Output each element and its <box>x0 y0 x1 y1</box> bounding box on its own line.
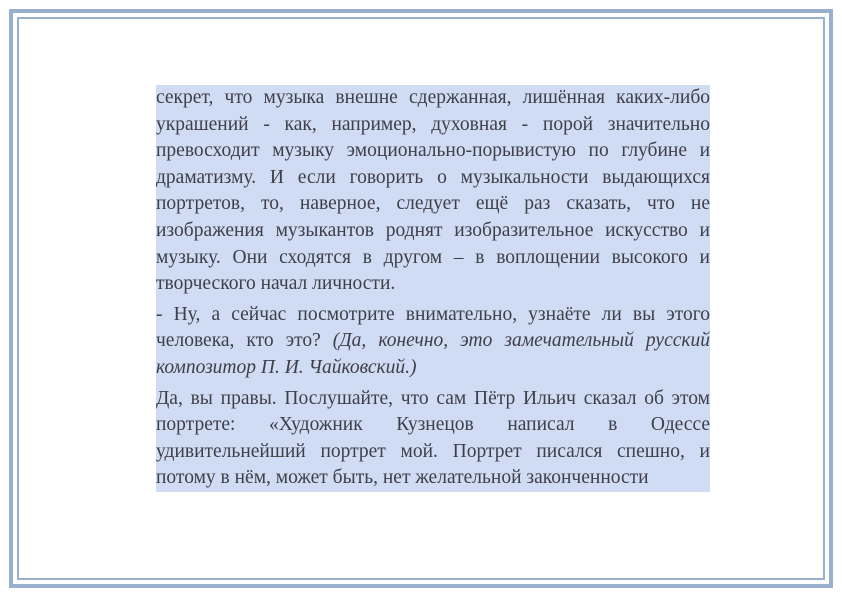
question-text: - Ну, а сейчас посмотрите внимательно, узнаёте ли вы этого человека, кто это? <box>156 303 710 352</box>
paragraph-portraits-musicality: секрет, что музыка внешне сдержанная, лишённая каких-либо украшений - как, например, духовная - порой значительно превосходит музыку эмоционально-порывистую по глубине и драматизму. И если говорить о музыкальности выдающихся портретов, то, наверное, следует ещё раз сказать, что не изображения музыкантов роднят изобразительное искусство и музыку. Они сходятся в другом – в воплощении высокого и творческого начал личности. <box>156 87 710 295</box>
selected-text-block[interactable] <box>156 85 710 492</box>
paragraph-question <box>156 302 710 382</box>
answer-text: (Да, конечно, это замечательный русский композитор П. И. Чайковский.) <box>156 330 711 378</box>
paragraph-tchaikovsky-quote: Да, вы правы. Послушайте, что сам Пётр Ильич сказал об этом портрете: «Художник Кузнецов написал в Одессе удивительнейший портрет мой. Портрет писался спешно, и потому в нём, может быть, нет желательной законченности <box>156 387 710 489</box>
